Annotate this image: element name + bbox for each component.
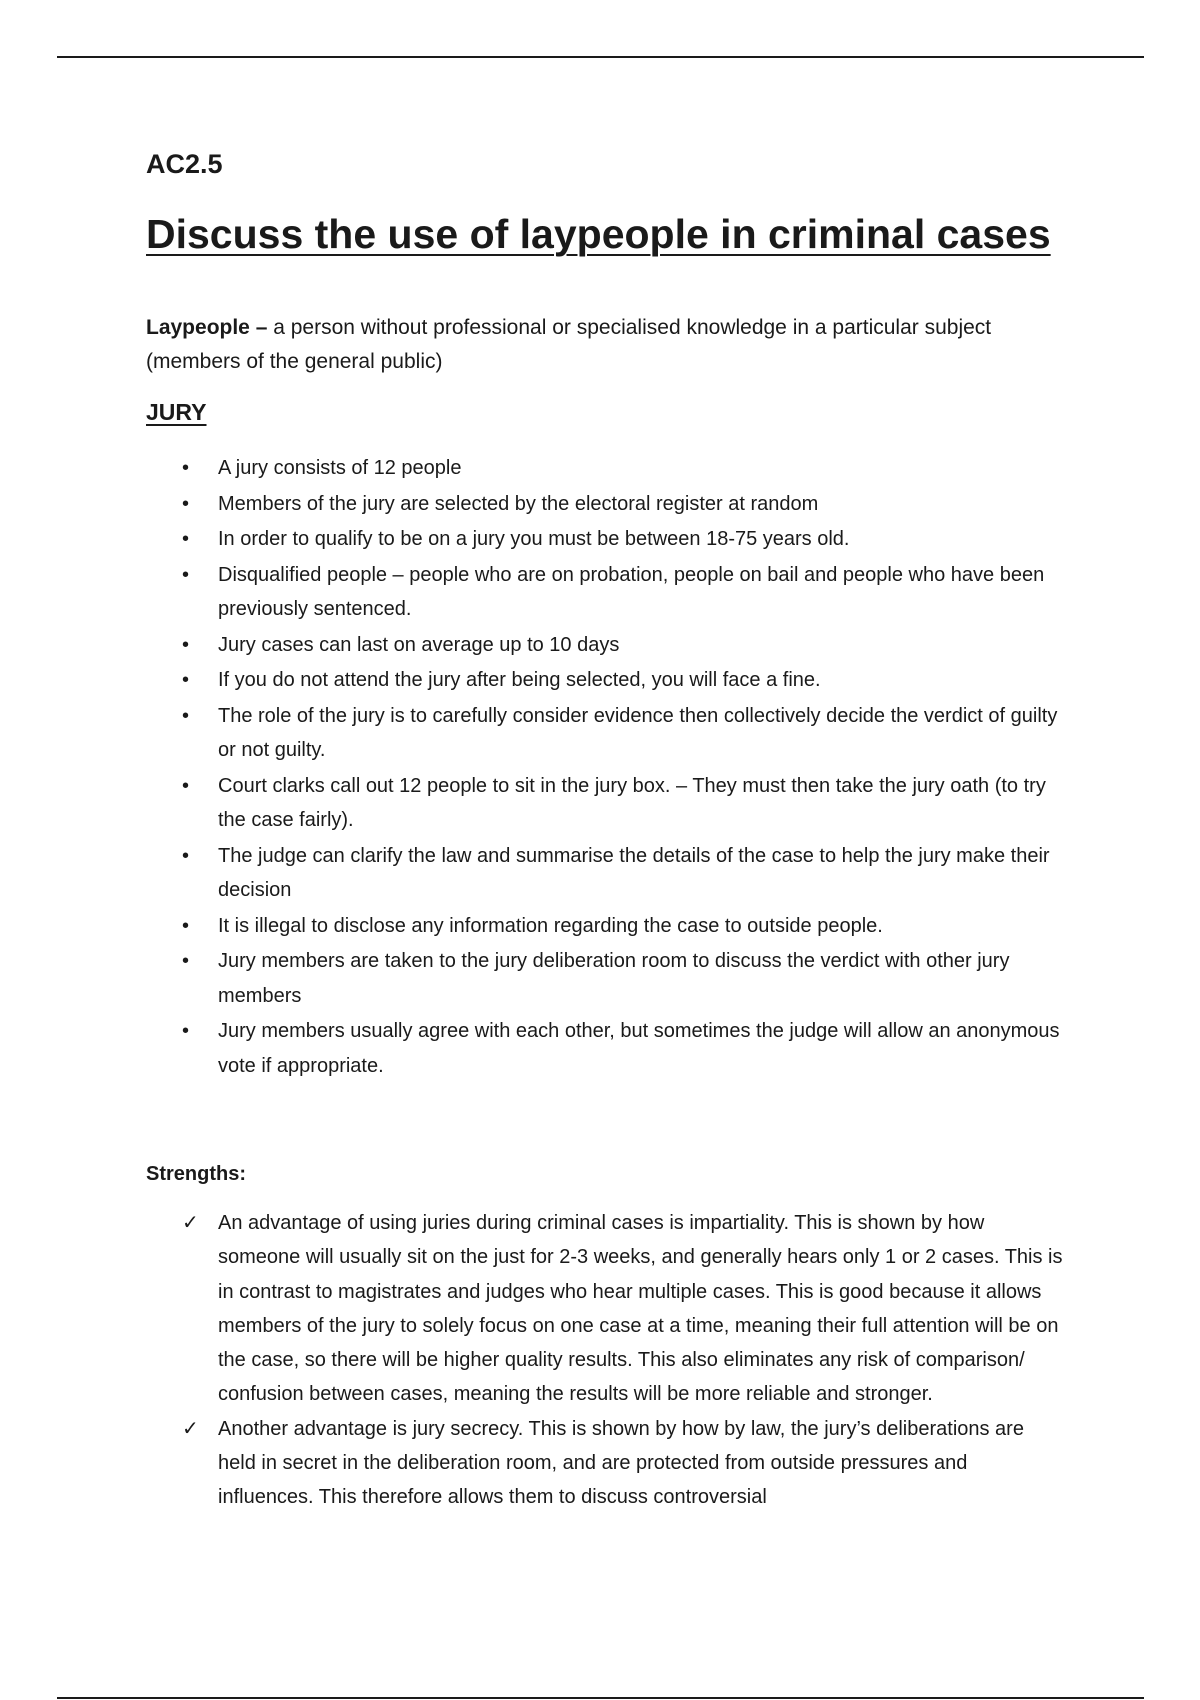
list-item (146, 663, 1066, 698)
list-item (146, 839, 1066, 908)
definition-term: Laypeople – (146, 316, 268, 339)
list-item-text: Disqualified people – people who are on probation, people on bail and people who have been previously sentenced. (218, 563, 1045, 620)
bullet-icon: • (182, 914, 190, 937)
list-item-text: Jury cases can last on average up to 10 days (218, 633, 620, 656)
list-item-text: It is illegal to disclose any information regarding the case to outside people. (218, 914, 883, 937)
jury-bullet-list (146, 451, 1066, 1083)
list-item (146, 699, 1066, 768)
bullet-icon: • (182, 457, 190, 479)
bottom-rule (57, 1697, 1144, 1699)
list-item-text: Another advantage is jury secrecy. This is shown by how by law, the jury’s deliberations are held in secret in the deliberation room, and are protected from outside pressures and influences. This therefore allows them to discuss controversial (218, 1417, 1024, 1509)
list-item (146, 944, 1066, 1013)
list-item-text: Court clarks call out 12 people to sit in the jury box. – They must then take the jury oath (to try the case fairly). (218, 774, 1046, 831)
strengths-heading: Strengths: (146, 1163, 246, 1185)
bullet-icon: • (182, 950, 190, 972)
list-item (146, 1206, 1066, 1412)
list-item-text: In order to qualify to be on a jury you must be between 18-75 years old. (218, 528, 850, 550)
list-item (146, 558, 1066, 627)
list-item-text: If you do not attend the jury after being selected, you will face a fine. (218, 669, 821, 691)
page-title: Discuss the use of laypeople in criminal cases (146, 211, 1051, 257)
checkmark-icon: ✓ (182, 1212, 199, 1234)
list-item (146, 451, 1066, 486)
list-item-text: Members of the jury are selected by the electoral register at random (218, 492, 819, 515)
list-item-text: The judge can clarify the law and summarise the details of the case to help the jury make their decision (218, 844, 1050, 901)
bullet-icon: • (182, 669, 190, 691)
bullet-icon: • (182, 844, 190, 867)
top-rule (57, 56, 1144, 58)
bullet-icon: • (182, 528, 190, 550)
definition-text: a person without professional or specialised knowledge in a particular subject (members of the general public) (146, 316, 992, 373)
list-item-text: Jury members usually agree with each other, but sometimes the judge will allow an anonymous vote if appropriate. (218, 1020, 1060, 1077)
list-item (146, 522, 1066, 557)
bullet-icon: • (182, 563, 190, 586)
page-content (146, 146, 1066, 1515)
list-item (146, 487, 1066, 522)
bullet-icon: • (182, 1020, 190, 1042)
jury-heading: JURY (146, 399, 207, 425)
bullet-icon: • (182, 704, 190, 727)
checkmark-icon: ✓ (182, 1417, 199, 1440)
list-item-text: Jury members are taken to the jury deliberation room to discuss the verdict with other jury members (218, 950, 1010, 1007)
criterion-code: AC2.5 (146, 149, 223, 179)
list-item-text: A jury consists of 12 people (218, 457, 462, 479)
list-item (146, 628, 1066, 663)
definition (146, 311, 1066, 379)
list-item (146, 1412, 1066, 1515)
list-item-text: The role of the jury is to carefully consider evidence then collectively decide the verdict of guilty or not guilty. (218, 704, 1058, 761)
list-item (146, 1014, 1066, 1083)
bullet-icon: • (182, 633, 190, 656)
list-item-text: An advantage of using juries during criminal cases is impartiality. This is shown by how someone will usually sit on the just for 2-3 weeks, and generally hears only 1 or 2 cases. This is in contrast to magistrates and judges who hear multiple cases. This is good because it allows members of the jury to solely focus on one case at a time, meaning their full attention will be on the case, so there will be higher quality results. This also eliminates any risk of comparison/ confusion between cases, meaning the results will be more reliable and stronger. (218, 1212, 1063, 1406)
bullet-icon: • (182, 492, 190, 515)
bullet-icon: • (182, 774, 190, 797)
list-item (146, 769, 1066, 838)
list-item (146, 909, 1066, 944)
strengths-check-list (146, 1206, 1066, 1515)
